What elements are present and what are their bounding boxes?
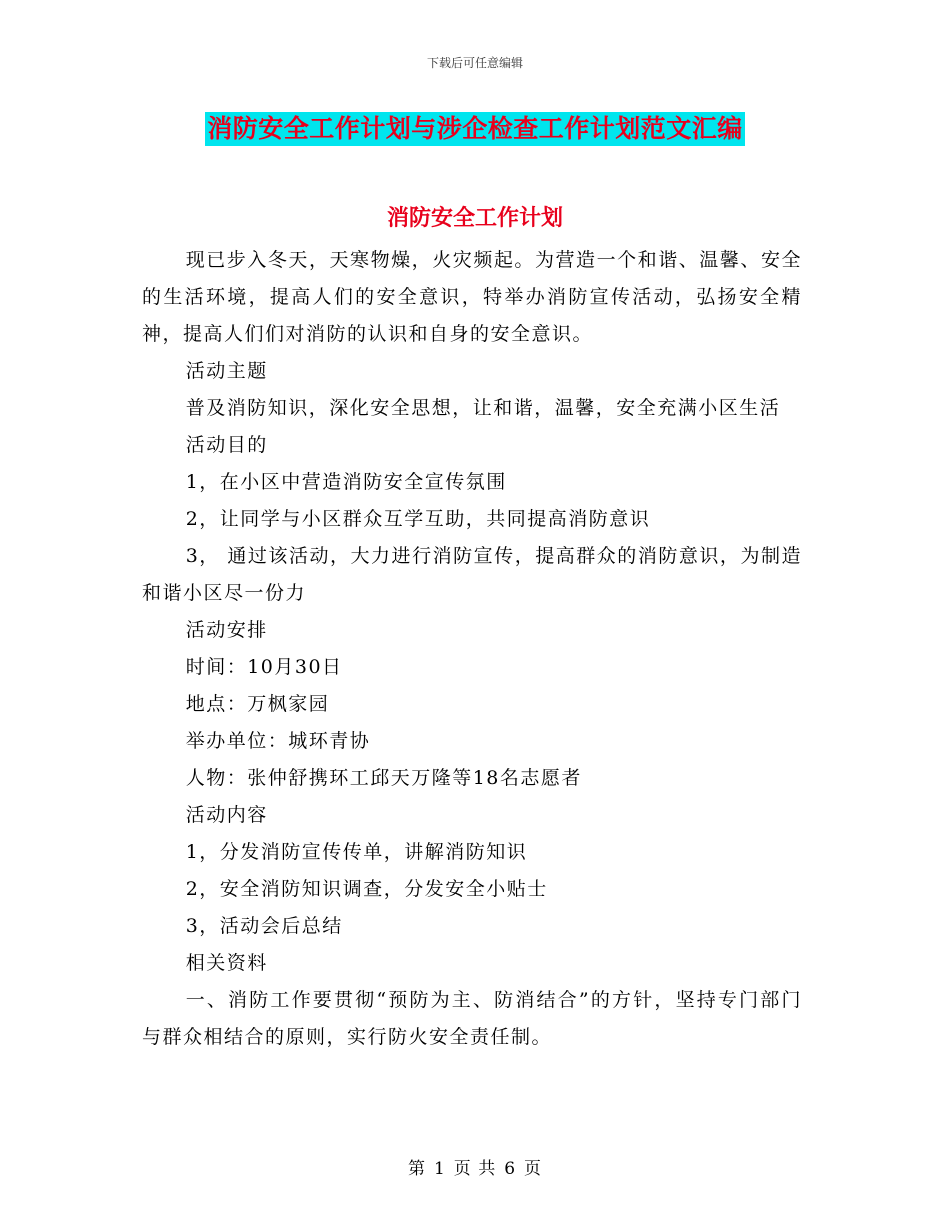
paragraph: 3， 通过该活动，大力进行消防宣传，提高群众的消防意识，为制造和谐小区尽一份力 <box>142 545 802 604</box>
paragraph: 相关资料 <box>185 952 268 974</box>
section-title: 消防安全工作计划 <box>386 205 563 231</box>
paragraph: 活动安排 <box>185 619 268 641</box>
header-note: 下载后可任意编辑 <box>426 56 523 70</box>
paragraph: 活动目的 <box>185 434 268 456</box>
paragraph: 活动主题 <box>185 360 268 382</box>
document-title: 消防安全工作计划与涉企检查工作计划范文汇编 <box>205 112 745 146</box>
document-body <box>142 242 802 1056</box>
paragraph: 一、消防工作要贯彻“预防为主、防消结合”的方针，坚持专门部门与群众相结合的原则，实行防火安全责任制。 <box>142 989 802 1048</box>
paragraph: 2，安全消防知识调查，分发安全小贴士 <box>185 878 548 900</box>
paragraph: 1，在小区中营造消防安全宣传氛围 <box>185 471 507 493</box>
paragraph: 人物：张仲舒携环工邱天万隆等18名志愿者 <box>185 767 582 789</box>
paragraph: 现已步入冬天，天寒物燥，火灾频起。为营造一个和谐、温馨、安全的生活环境，提高人们的安全意识，特举办消防宣传活动，弘扬安全精神，提高人们们对消防的认识和自身的安全意识。 <box>142 249 802 345</box>
paragraph: 举办单位：城环青协 <box>185 730 371 752</box>
page-label-mid: 页 共 <box>453 1159 497 1179</box>
paragraph: 1，分发消防宣传传单，讲解消防知识 <box>185 841 528 863</box>
paragraph: 地点：万枫家园 <box>185 693 330 715</box>
page-total: 6 <box>504 1159 517 1179</box>
page-label-suffix: 页 <box>524 1159 543 1179</box>
paragraph: 活动内容 <box>185 804 268 826</box>
document-title-container <box>0 112 950 146</box>
paragraph: 2，让同学与小区群众互学互助，共同提高消防意识 <box>185 508 651 530</box>
paragraph: 3，活动会后总结 <box>185 915 343 937</box>
paragraph: 时间：10月30日 <box>185 656 343 678</box>
page-label-prefix: 第 <box>407 1159 426 1179</box>
page-current: 1 <box>433 1159 446 1179</box>
paragraph: 普及消防知识，深化安全思想，让和谐，温馨，安全充满小区生活 <box>185 397 781 419</box>
page-footer <box>0 1154 950 1179</box>
